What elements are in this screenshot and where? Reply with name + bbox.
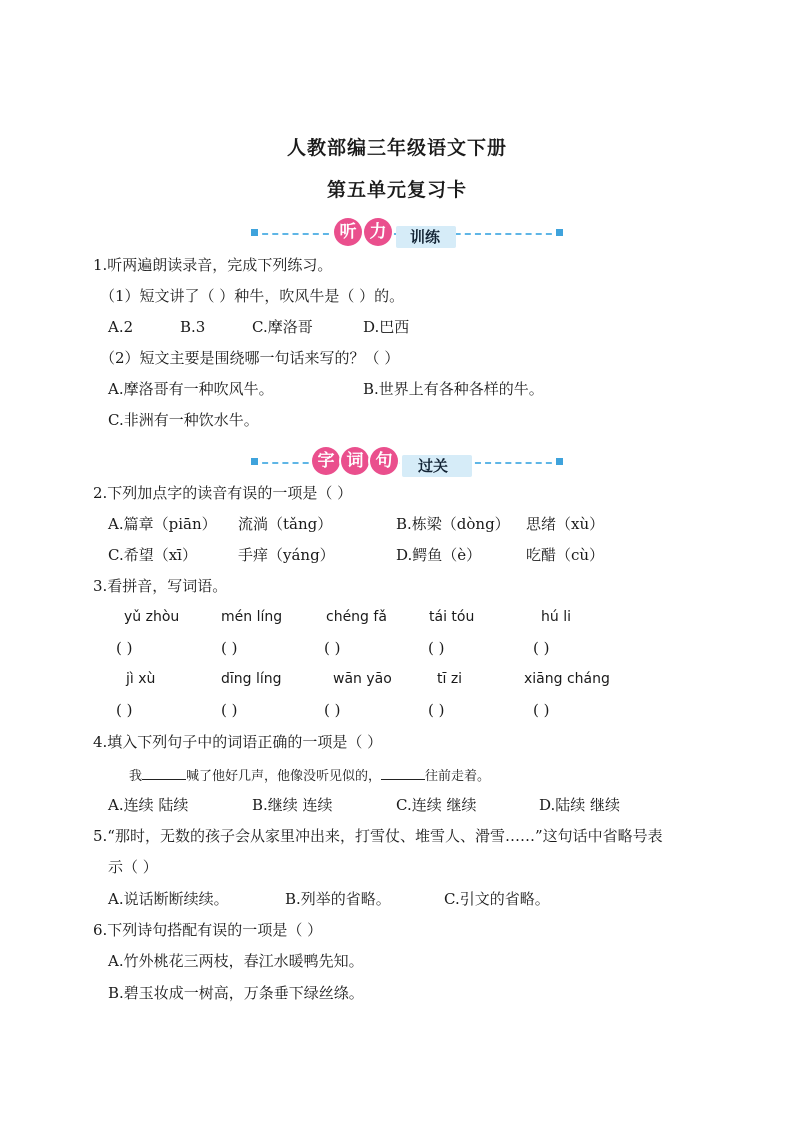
option: 吃醋（cù） bbox=[526, 546, 605, 564]
option: A.摩洛哥有一种吹风牛。 bbox=[108, 380, 274, 398]
pinyin-prompt: dīng líng bbox=[221, 671, 282, 687]
option: B.列举的省略。 bbox=[285, 890, 391, 908]
pinyin-prompt: chéng fǎ bbox=[326, 609, 387, 625]
option: D.陆续 继续 bbox=[539, 796, 621, 814]
option: C.连续 继续 bbox=[396, 796, 477, 814]
option: B.3 bbox=[180, 318, 206, 336]
pinyin-prompt: yǔ zhòu bbox=[124, 609, 180, 625]
answer-blank[interactable]: ( ) bbox=[324, 701, 341, 719]
banner-tag: 训练 bbox=[396, 226, 456, 248]
banner-badge: 听 bbox=[334, 218, 362, 246]
banner-badge: 词 bbox=[341, 447, 369, 475]
banner-dot bbox=[251, 458, 258, 465]
option: 流淌（tǎng） bbox=[238, 515, 333, 533]
option: C.摩洛哥 bbox=[252, 318, 313, 336]
banner-dot bbox=[556, 458, 563, 465]
banner-badge: 力 bbox=[364, 218, 392, 246]
option: B.栋梁（dòng） bbox=[396, 515, 510, 533]
option: A.2 bbox=[108, 318, 134, 336]
option: C.引文的省略。 bbox=[444, 890, 550, 908]
question-stem: 5.“那时，无数的孩子会从家里冲出来，打雪仗、堆雪人、滑雪……”这句话中省略号表 bbox=[93, 827, 663, 845]
banner-tag: 过关 bbox=[402, 455, 472, 477]
answer-blank[interactable]: ( ) bbox=[221, 701, 238, 719]
question-stem: 4.填入下列句子中的词语正确的一项是（ ） bbox=[93, 733, 383, 751]
pinyin-prompt: jì xù bbox=[126, 671, 156, 687]
option: B.世界上有各种各样的牛。 bbox=[363, 380, 544, 398]
page-title: 人教部编三年级语文下册 bbox=[286, 137, 507, 159]
answer-blank[interactable]: ( ) bbox=[116, 639, 133, 657]
option: A.说话断断续续。 bbox=[108, 890, 229, 908]
fill-blank[interactable] bbox=[381, 765, 425, 780]
sentence-part: 喊了他好几声，他像没听见似的， bbox=[186, 769, 382, 784]
banner-dot bbox=[251, 229, 258, 236]
sub-question: （1）短文讲了（ ）种牛，吹风牛是（ ）的。 bbox=[100, 287, 405, 305]
page-subtitle: 第五单元复习卡 bbox=[326, 179, 467, 201]
sentence-part: 往前走着。 bbox=[425, 769, 491, 784]
answer-blank[interactable]: ( ) bbox=[116, 701, 133, 719]
option: C.希望（xī） bbox=[108, 546, 197, 564]
pinyin-prompt: mén líng bbox=[221, 609, 283, 625]
sub-question: （2）短文主要是围绕哪一句话来写的？（ ） bbox=[100, 349, 400, 367]
sentence-part: 我 bbox=[129, 769, 143, 784]
question-stem-continued: 示（ ） bbox=[108, 858, 158, 876]
pinyin-prompt: hú li bbox=[541, 609, 571, 625]
option: D.巴西 bbox=[363, 318, 410, 336]
option: A.连续 陆续 bbox=[108, 796, 189, 814]
answer-blank[interactable]: ( ) bbox=[533, 639, 550, 657]
answer-blank[interactable]: ( ) bbox=[221, 639, 238, 657]
answer-blank[interactable]: ( ) bbox=[428, 639, 445, 657]
section-banner-listening bbox=[252, 216, 562, 250]
pinyin-prompt: tī zi bbox=[437, 671, 463, 687]
answer-blank[interactable]: ( ) bbox=[533, 701, 550, 719]
banner-dot bbox=[556, 229, 563, 236]
fill-blank[interactable] bbox=[142, 765, 186, 780]
option: B.碧玉妆成一树高，万条垂下绿丝绦。 bbox=[108, 984, 364, 1002]
option: B.继续 连续 bbox=[252, 796, 333, 814]
option: C.非洲有一种饮水牛。 bbox=[108, 411, 259, 429]
banner-badge: 句 bbox=[370, 447, 398, 475]
answer-blank[interactable]: ( ) bbox=[428, 701, 445, 719]
banner-badge: 字 bbox=[312, 447, 340, 475]
option: A.篇章（piān） bbox=[108, 515, 217, 533]
question-stem: 6.下列诗句搭配有误的一项是（ ） bbox=[93, 921, 323, 939]
question-stem: 2.下列加点字的读音有误的一项是（ ） bbox=[93, 484, 353, 502]
question-stem: 1.听两遍朗读录音，完成下列练习。 bbox=[93, 256, 333, 274]
answer-blank[interactable]: ( ) bbox=[324, 639, 341, 657]
option: 思绪（xù） bbox=[526, 515, 605, 533]
option: 手痒（yáng） bbox=[238, 546, 335, 564]
section-banner-words bbox=[252, 445, 562, 479]
fill-sentence bbox=[129, 765, 490, 784]
question-stem: 3.看拼音，写词语。 bbox=[93, 577, 228, 595]
pinyin-prompt: tái tóu bbox=[429, 609, 475, 625]
pinyin-prompt: wān yāo bbox=[333, 671, 392, 687]
option: D.鳄鱼（è） bbox=[396, 546, 482, 564]
pinyin-prompt: xiāng cháng bbox=[524, 671, 610, 687]
option: A.竹外桃花三两枝，春江水暖鸭先知。 bbox=[108, 952, 364, 970]
